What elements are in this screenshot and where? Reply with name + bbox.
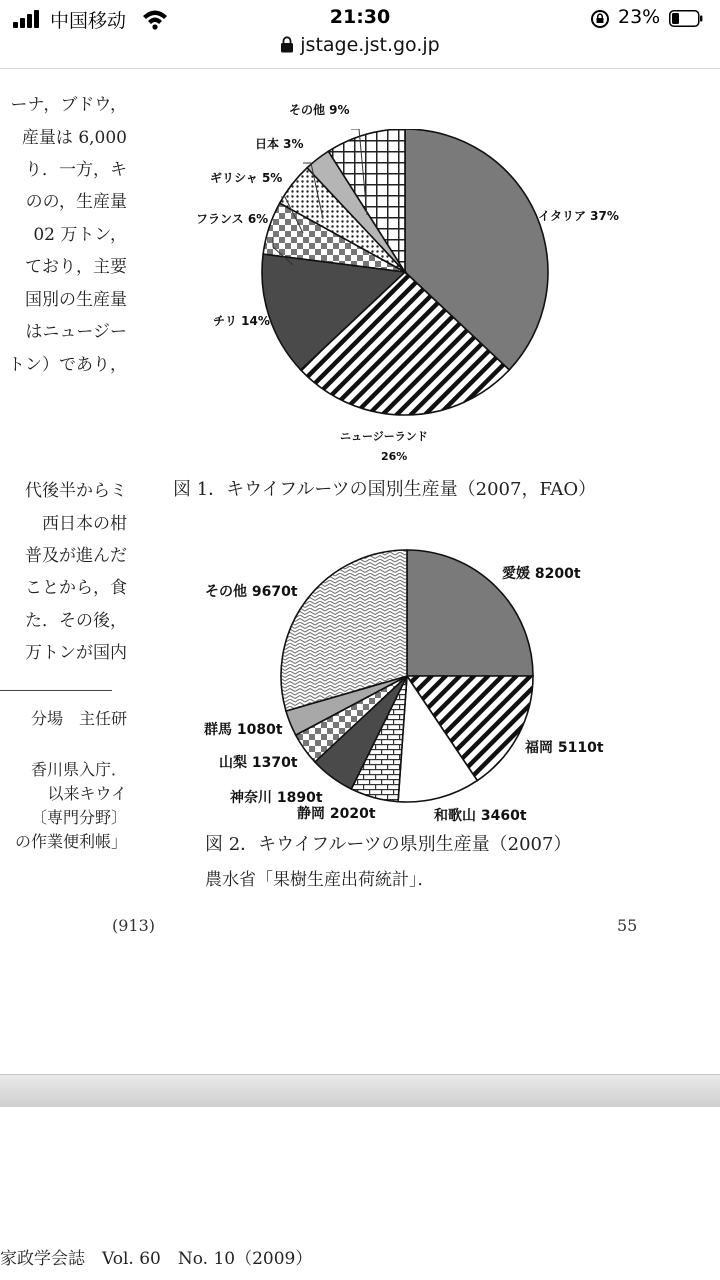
pie-label-kanagawa: 神奈川 1890t xyxy=(230,790,323,806)
pie-label-shizuoka: 静岡 2020t xyxy=(297,806,376,822)
body-text-line: トン）であり， xyxy=(8,355,127,375)
footnote-line: 香川県入庁． xyxy=(30,760,127,779)
body-text-line: 万トンが国内 xyxy=(25,643,127,663)
body-text-line: 産量は 6,000 xyxy=(21,128,127,148)
address-bar[interactable] xyxy=(0,34,720,56)
pie-label-japan: 日本 3% xyxy=(255,137,304,151)
body-text-line: 02 万トン， xyxy=(33,225,127,245)
body-text-line: 代後半からミ xyxy=(25,481,127,501)
document-page xyxy=(0,69,720,1074)
pie-label-wakayama: 和歌山 3460t xyxy=(434,808,527,824)
carrier-name: 中国移动 xyxy=(50,10,127,32)
body-text-line: ことから，食 xyxy=(25,578,127,598)
footnote-line: 以来キウイ xyxy=(47,784,127,803)
figure-1-caption: 図 1．キウイフルーツの国別生産量（2007，FAO） xyxy=(173,479,597,500)
status-bar xyxy=(0,0,720,56)
figure-2-source: 農水省「果樹生産出荷統計」． xyxy=(205,870,435,890)
pie-label-others: その他 9% xyxy=(289,103,350,117)
pie-label-yamanashi: 山梨 1370t xyxy=(219,755,298,771)
page-number-right: 55 xyxy=(617,916,638,935)
body-text-line: 国別の生産量 xyxy=(25,290,127,310)
pie-label-chile: チリ 14% xyxy=(213,314,270,328)
pie-label-greece: ギリシャ 5% xyxy=(210,171,283,185)
pie-label-new-zealand: ニュージーランド xyxy=(340,430,428,443)
pie-label-fukuoka: 福岡 5110t xyxy=(525,740,604,756)
pie-label-gunma: 群馬 1080t xyxy=(204,722,283,738)
footnote-line: 〔専門分野〕 xyxy=(30,808,127,827)
body-text-line: はニュージー xyxy=(25,322,127,342)
pie-label-italy: イタリア 37% xyxy=(538,209,619,223)
body-text-line: ており，主要 xyxy=(25,257,127,277)
body-text-line: ーナ，ブドウ， xyxy=(10,95,127,115)
page-number-left: (913) xyxy=(112,916,156,935)
page-separator xyxy=(0,1074,720,1108)
body-text-line: のの，生産量 xyxy=(25,192,127,212)
figure-1-pie-chart xyxy=(255,129,555,429)
url-text[interactable]: jstage.jst.go.jp xyxy=(300,34,440,56)
body-text-line: 西日本の柑 xyxy=(42,514,127,534)
pie-label-france: フランス 6% xyxy=(196,212,269,226)
pie-label-new-zealand-value: 26% xyxy=(381,450,408,463)
footnote-line: 分場 主任研 xyxy=(30,709,127,728)
battery-percentage: 23% xyxy=(618,6,661,28)
journal-footer: 家政学会誌 Vol. 60 No. 10（2009） xyxy=(0,1249,313,1269)
footnote-divider xyxy=(0,690,112,691)
body-text-line: り．一方，キ xyxy=(25,160,127,180)
footnote-line: の作業便利帳」 xyxy=(14,832,127,851)
clock: 21:30 xyxy=(329,6,391,28)
pie-label-others-2: その他 9670t xyxy=(205,584,298,600)
lock-icon xyxy=(280,36,294,53)
pie-label-ehime: 愛媛 8200t xyxy=(502,566,581,582)
body-text-line: 普及が進んだ xyxy=(25,546,127,566)
figure-2-caption: 図 2．キウイフルーツの県別生産量（2007） xyxy=(205,834,572,855)
body-text-line: た．その後， xyxy=(25,611,127,631)
battery-icon xyxy=(669,10,703,27)
rotation-lock-icon xyxy=(590,9,610,29)
